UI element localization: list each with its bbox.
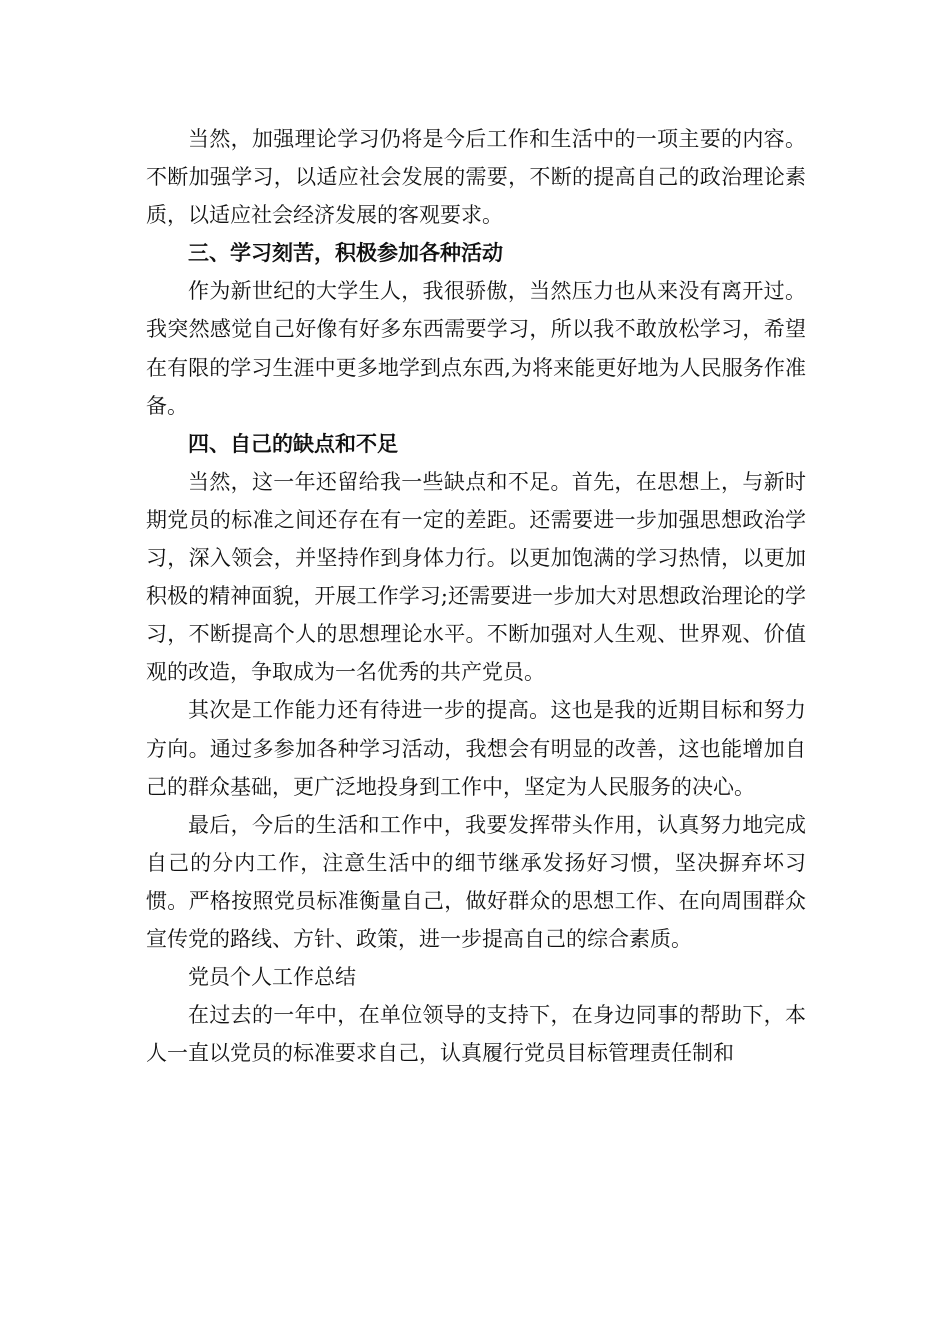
paragraph-college-student: 作为新世纪的大学生人，我很骄傲，当然压力也从来没有离开过。我突然感觉自己好像有好多东西需要学习，所以我不敢放松学习，希望在有限的学习生涯中更多地学到点东西,为将来能更好地为人民服务作准备。 (146, 279, 806, 418)
paragraph-past-year: 在过去的一年中，在单位领导的支持下，在身边同事的帮助下，本人一直以党员的标准要求自己，认真履行党员目标管理责任制和 (146, 1003, 806, 1066)
document-body (146, 120, 806, 1072)
paragraph-shortcomings: 当然，这一年还留给我一些缺点和不足。首先，在思想上，与新时期党员的标准之间还存在有一定的差距。还需要进一步加强思想政治学习，深入领会，并坚持作到身体力行。以更加饱满的学习热情，以更加积极的精神面貌，开展工作学习;还需要进一步加大对思想政治理论的学习，不断提高个人的思想理论水平。不断加强对人生观、世界观、价值观的改造，争取成为一名优秀的共产党员。 (146, 469, 806, 685)
paragraph-work-ability: 其次是工作能力还有待进一步的提高。这也是我的近期目标和努力方向。通过多参加各种学习活动，我想会有明显的改善，这也能增加自己的群众基础，更广泛地投身到工作中，坚定为人民服务的决心。 (146, 698, 806, 799)
paragraph-summary-title: 党员个人工作总结 (188, 965, 356, 990)
heading-section-three: 三、学习刻苦，积极参加各种活动 (188, 240, 503, 266)
paragraph-finally: 最后，今后的生活和工作中，我要发挥带头作用，认真努力地完成自己的分内工作，注意生活中的细节继承发扬好习惯，坚决摒弃坏习惯。严格按照党员标准衡量自己，做好群众的思想工作、在向周围群众宣传党的路线、方针、政策，进一步提高自己的综合素质。 (146, 812, 806, 951)
paragraph-theory-study: 当然，加强理论学习仍将是今后工作和生活中的一项主要的内容。不断加强学习，以适应社会发展的需要，不断的提高自己的政治理论素质，以适应社会经济发展的客观要求。 (146, 127, 806, 228)
heading-section-four: 四、自己的缺点和不足 (188, 430, 398, 456)
